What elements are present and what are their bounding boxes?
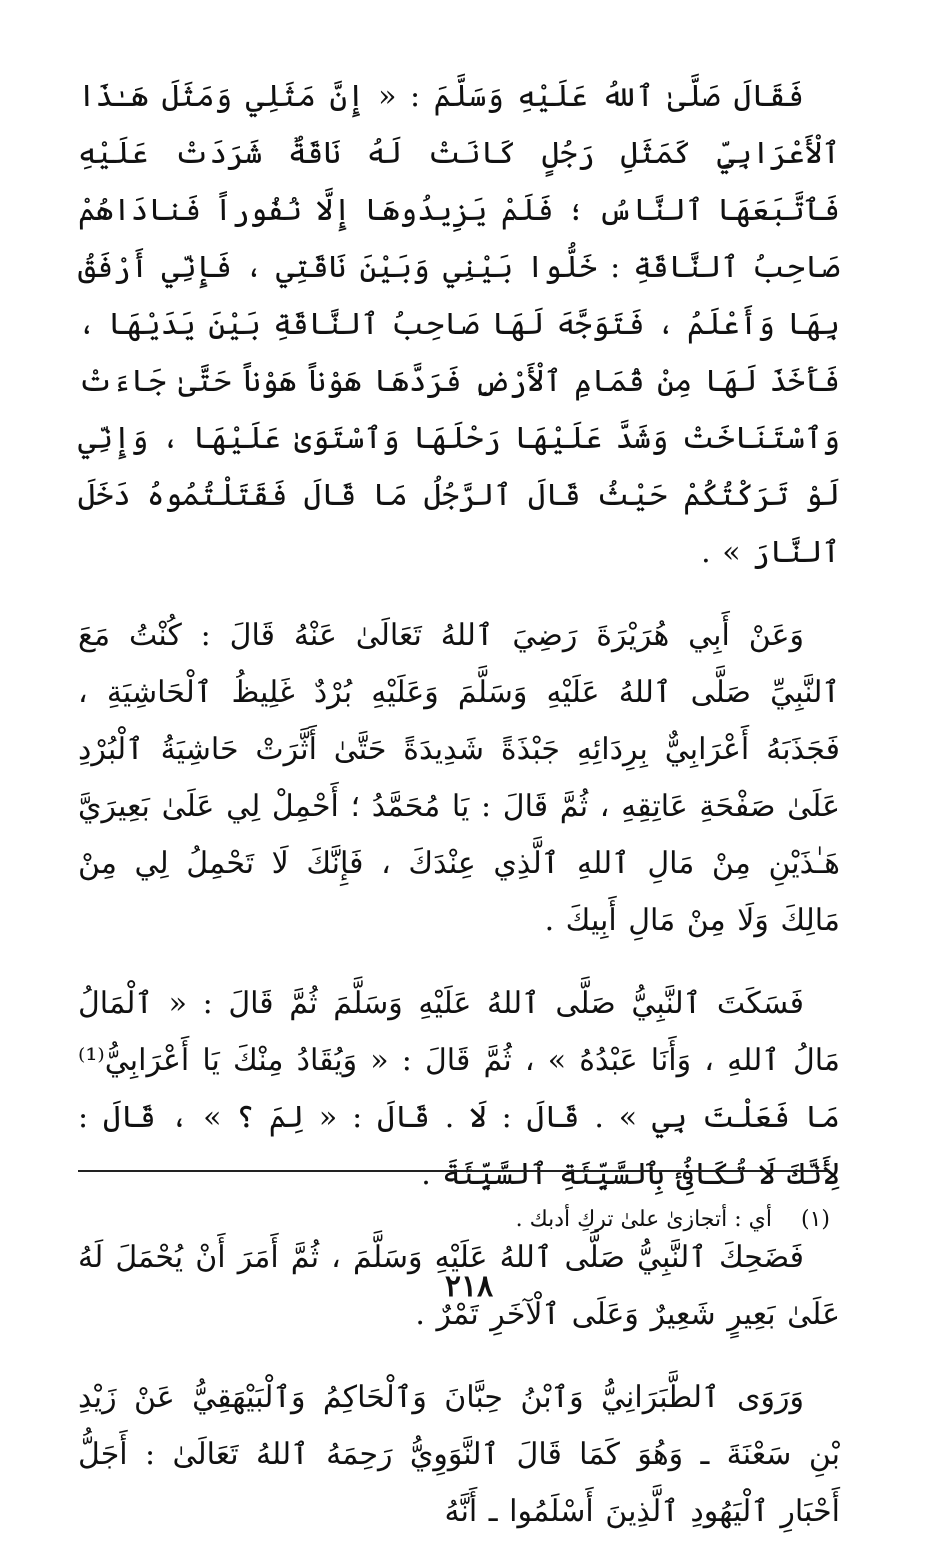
paragraph-4: فَضَحِكَ ٱلنَّبِيُّ صَلَّى ٱللهُ عَلَيْهِ وَسَلَّمَ ، ثُمَّ أَمَرَ أَنْ يُحْمَلَ لَهُ عَلَىٰ بَعِيرٍ شَعِيرٌ وَعَلَى ٱلْآخَرِ تَمْرٌ . xyxy=(78,1240,840,1332)
paragraph-1: فَقَالَ صَلَّىٰ ٱللهُ عَلَيْهِ وَسَلَّمَ : « إِنَّ مَثَلِي وَمَثَلَ هَـٰذَا ٱلْأَعْرَابِيِّ كَمَثَلِ رَجُلٍ كَانَتْ لَهُ نَاقَةٌ شَرَدَتْ عَلَيْهِ فَٱتَّبَعَهَا ٱلنَّاسُ ؛ فَلَمْ يَزِيدُوهَا إِلَّا نُفُوراً فَنادَاهُمْ صَاحِبُ ٱلنَّاقَةِ : خَلُّوا بَيْنِي وَبَيْنَ نَاقَتِي ، فَإِنِّي أَرْفَقُ بِهَا وَأَعْلَمُ ، فَتَوَجَّهَ لَهَا صَاحِبُ ٱلنَّاقَةِ بَيْنَ يَدَيْهَا ، فَأَخَذَ لَهَا مِنْ قُمَامِ ٱلْأَرْضِ فَرَدَّهَا هَوْناً هَوْناً حَتَّىٰ جَاءَتْ وَٱسْتَنَاخَتْ وَشَدَّ عَلَيْهَا رَحْلَهَا وَٱسْتَوَىٰ عَلَيْهَا ، وَإِنِّي لَوْ تَرَكْتُكُمْ حَيْثُ قَالَ ٱلرَّجُلُ مَا قَالَ فَقَتَلْتُمُوهُ دَخَلَ ٱلنَّارَ » . xyxy=(78,79,840,570)
paragraph-2: وَعَنْ أَبِي هُرَيْرَةَ رَضِيَ ٱللهُ تَعَالَىٰ عَنْهُ قَالَ : كُنْتُ مَعَ ٱلنَّبِيِّ صَلَّى ٱللهُ عَلَيْهِ وَسَلَّمَ وَعَلَيْهِ بُرْدٌ غَلِيظُ ٱلْحَاشِيَةِ ، فَجَذَبَهُ أَعْرَابِيٌّ بِرِدَائِهِ جَبْذَةً شَدِيدَةً حَتَّىٰ أَثَّرَتْ حَاشِيَةُ ٱلْبُرْدِ عَلَىٰ صَفْحَةِ عَاتِقِهِ ، ثُمَّ قَالَ : يَا مُحَمَّدُ ؛ أَحْمِلْ لِي عَلَىٰ بَعِيرَيَّ هَـٰذَيْنِ مِنْ مَالِ ٱللهِ ٱلَّذِي عِنْدَكَ ، فَإِنَّكَ لَا تَحْمِلُ لِي مِنْ مَالِكَ وَلَا مِنْ مَالِ أَبِيكَ . xyxy=(78,618,840,938)
page-number: ٢١٨ xyxy=(444,1269,494,1304)
paragraph-3: فَسَكَتَ ٱلنَّبِيُّ صَلَّى ٱللهُ عَلَيْهِ وَسَلَّمَ ثُمَّ قَالَ : « ٱلْمَالُ مَالُ ٱللهِ ، وَأَنَا عَبْدُهُ » ، ثُمَّ قَالَ : « وَيُقَادُ مِنْكَ يَا أَعْرَابِيُّ⁽¹⁾ مَا فَعَلْتَ بِي » . قَالَ : لَا . قَالَ : « لِمَ ؟ » ، قَالَ : لِأَنَّكَ لَا تُكَافِئُ بِٱلسَّيِّئَةِ ٱلسَّيِّئَةَ . xyxy=(78,986,840,1192)
footnote-number: (١) xyxy=(800,1207,830,1232)
paragraph-5: وَرَوَى ٱلطَّبَرَانِيُّ وَٱبْنُ حِبَّانَ وَٱلْحَاكِمُ وَٱلْبَيْهَقِيُّ عَنْ زَيْدِ بْنِ سَعْنَةَ ـ وَهُوَ كَمَا قَالَ ٱلنَّوَوِيُّ رَحِمَهُ ٱللهُ تَعَالَىٰ : أَجَلُّ أَحْبَارِ ٱلْيَهُودِ ٱلَّذِينَ أَسْلَمُوا ـ أَنَّهُ xyxy=(78,1380,840,1529)
page-body xyxy=(78,68,840,1566)
footnote xyxy=(130,1200,830,1240)
footnote-divider xyxy=(78,1170,830,1172)
footnote-text: أي : أتجازىٰ علىٰ تركِ أدبك . xyxy=(515,1207,772,1232)
